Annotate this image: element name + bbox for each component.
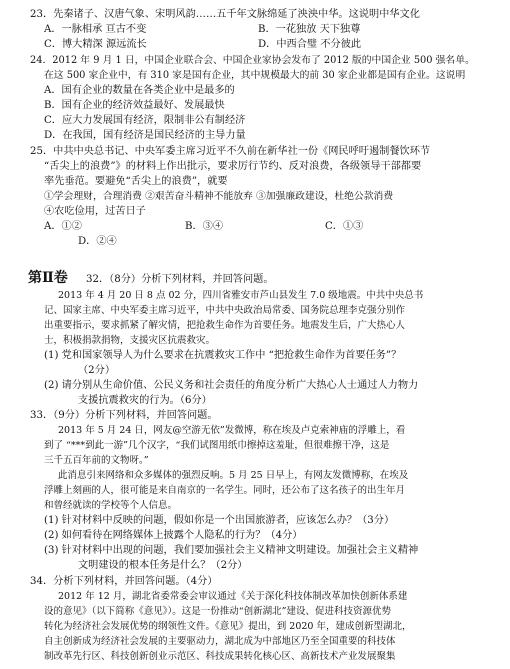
q33-sub3-line1: (3) 针对材料中出现的问题，我们要加强社会主义精神文明建设。加强社会主义精神 <box>44 545 419 556</box>
q32-sub2-line1: (2) 请分别从生命价值、公民义务和社会责任的角度分析广大热心人士通过人力物力 <box>44 380 419 391</box>
q25-stem-line2: “舌尖上的浪费”》的材料上作出批示，要求厉行节约、反对浪费，各级领导干部都要 <box>44 161 422 172</box>
q24-stem-line2: 在这 500 家企业中，有 310 家是国有企业，其中规模最大的前 30 家企业都是国有企业。这说明 <box>44 70 466 81</box>
part-heading: 第Ⅱ卷 <box>28 270 68 286</box>
q25-option-b: B．③④ <box>185 221 224 232</box>
q33-material-line1: 2013 年 5 月 24 日，网友@空游无依”发微博，称在埃及卢克索神庙的浮雕上，看 <box>58 425 406 436</box>
q23-stem: 23．先秦诸子、汉唐气象、宋明风韵……五千年文脉绵延了泱泱中华。这说明中华文化 <box>30 9 420 20</box>
q32-material-line1: 2013 年 4 月 20 日 8 点 02 分，四川省雅安市芦山县发生 7.0 级地震。中共中央总书 <box>58 290 424 301</box>
q24-option-a: A．国有企业的数量在各类企业中是最多的 <box>44 85 235 96</box>
q23-option-b: B．一花独放 天下独尊 <box>258 24 361 35</box>
q34-material-line5: 制改革先行区、科技创新创业示范区、科技成果转化核心区、高新技术产业发展聚集 <box>44 651 396 662</box>
q34-material-line4: 自主创新成为经济社会发展的主要驱动力，湖北成为中部地区乃至全国重要的科技体 <box>44 636 396 647</box>
q25-option-a: A．①② <box>44 221 82 232</box>
q32-heading: 32．（8分）分析下列材料，并回答问题。 <box>86 274 274 285</box>
q32-sub1-line2: （2分） <box>78 365 116 376</box>
q32-material-line4: 士，积极捐款捐物，支援灾区抗震救灾。 <box>44 335 216 346</box>
q24-option-c: C．应大力发展国有经济，限制非公有制经济 <box>44 115 246 126</box>
q32-material-line3: 出重要指示，要求抓紧了解灾情，把抢救生命作为首要任务。地震发生后，广大热心人 <box>44 320 406 331</box>
q34-material-line1: 2012 年 12 月，湖北省委常委会审议通过《关于深化科技体制改革加快创新体系建 <box>58 591 408 602</box>
q33-heading: 33．（9分）分析下列材料，并回答问题。 <box>30 410 218 421</box>
q33-material-line6: 和曾经就读的学校等个人信息。 <box>44 500 178 511</box>
q25-choices-line2: ④农吃俭用，过苦日子 <box>44 206 146 217</box>
q34-material-line3: 转化为经济社会发展优势的纲领性文件。《意见》提出，到 2020 年，建成创新型湖北， <box>44 621 412 632</box>
q32-material-line2: 记、国家主席、中央军委主席习近平，中共中央政治局常委、国务院总理李克强分别作 <box>44 305 406 316</box>
q23-option-a: A．一脉相承 亘古不变 <box>44 24 147 35</box>
q25-option-d: D．②④ <box>78 236 117 247</box>
q24-option-d: D．在我国，国有经济是国民经济的主导力量 <box>44 130 246 141</box>
q34-material-line2: 设的意见》（以下简称《意见》）。这是一份推动“创新湖北”建设、促进科技资源优势 <box>44 606 391 617</box>
q33-sub3-line2: 文明建设的根本任务是什么？（2分） <box>78 560 248 571</box>
q33-material-line3: 三千五百年前的文物呀。” <box>44 455 149 466</box>
q24-stem-line1: 24．2012 年 9 月 1 日，中国企业联合会、中国企业家协会发布了 2012 版的中国企业 500 强名单。 <box>30 55 475 66</box>
q25-stem-line1: 25．中共中央总书记、中央军委主席习近平不久前在新华社一份《网民呼吁遏制餐饮环节 <box>30 146 431 157</box>
q33-material-line2: 到了 “***到此一游”几个汉字，“我们试图用纸巾擦掉这羞耻，但很难擦干净，这是 <box>44 440 390 451</box>
q33-sub2: (2) 如何看待在网络媒体上披露个人隐私的行为？（4分） <box>44 530 303 541</box>
q34-heading: 34．分析下列材料，并回答问题。（4分） <box>30 576 218 587</box>
q25-option-c: C．①③ <box>325 221 364 232</box>
q25-stem-line3: 率先垂范。要避免“舌尖上的浪费”，就要 <box>44 176 228 187</box>
q23-option-c: C．博大精深 源远流长 <box>44 39 147 50</box>
q24-option-b: B．国有企业的经济效益最好、发展最快 <box>44 100 225 111</box>
q23-option-d: D．中西合璧 不分彼此 <box>258 39 362 50</box>
q33-sub1: (1) 针对材料中反映的问题，假如你是一个出国旅游者，应该怎么办？（3分） <box>44 515 395 526</box>
q33-material-line4: 此消息引来网络和众多媒体的强烈反响。5 月 25 日早上，有网友发微博称，在埃及 <box>58 470 409 481</box>
q33-material-line5: 浮雕上刻画的人，很可能是来自南京的一名学生。同时，还公布了这名孩子的出生年月 <box>44 485 406 496</box>
q25-choices-line1: ①学会理财，合理消费 ②艰苦奋斗精神不能放弃 ③加强廉政建设，杜绝公款消费 <box>44 191 394 202</box>
q32-sub2-line2: 支援抗震救灾的行为。（6分） <box>78 395 212 406</box>
q32-sub1-line1: (1) 党和国家领导人为什么要求在抗震救灾工作中 “把抢救生命作为首要任务”？ <box>44 350 402 361</box>
